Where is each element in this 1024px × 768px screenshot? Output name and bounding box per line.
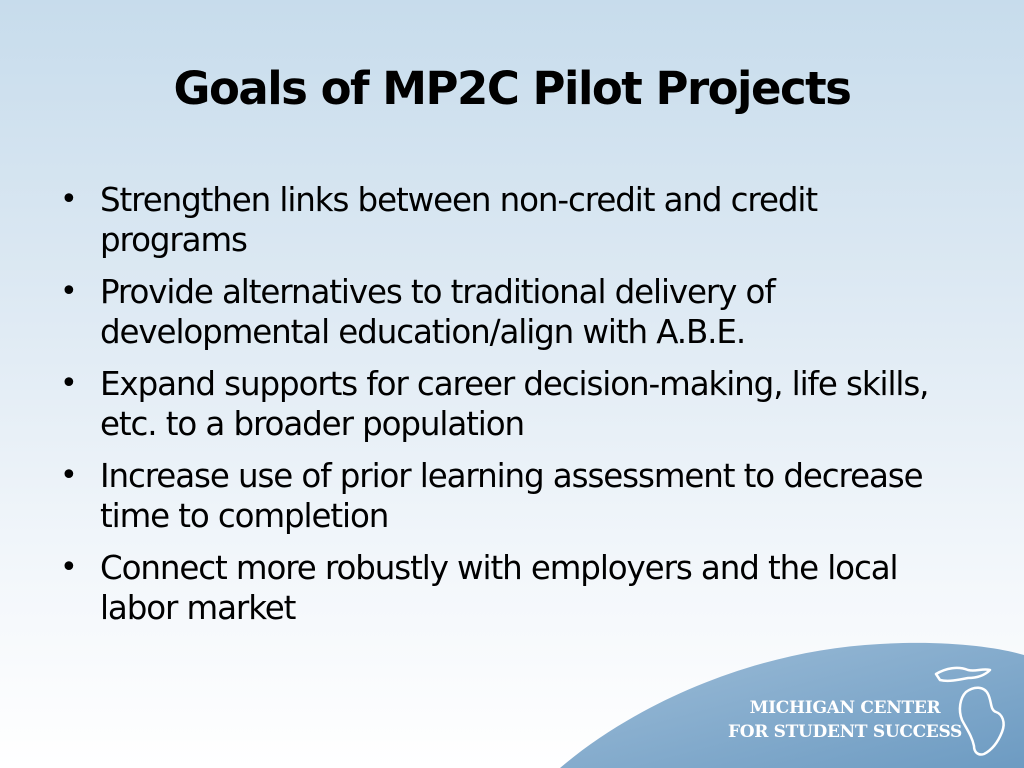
bullet-text: Connect more robustly with employers and the local labor market [100, 549, 898, 627]
bullet-dot-icon: • [60, 182, 77, 217]
organization-logo [720, 660, 1020, 760]
bullet-text: Provide alternatives to traditional delivery of developmental education/align with A.B.E. [100, 273, 775, 351]
bullet-text: Expand supports for career decision-making, life skills, etc. to a broader population [100, 365, 929, 443]
bullet-item [56, 180, 956, 260]
bullet-item [56, 548, 956, 628]
bullet-item [56, 456, 956, 536]
logo-text-line1: MICHIGAN CENTER [749, 698, 941, 718]
bullet-text: Strengthen links between non-credit and credit programs [100, 181, 817, 259]
bullet-list [56, 180, 956, 640]
bullet-dot-icon: • [60, 458, 77, 493]
bullet-item [56, 272, 956, 352]
bullet-dot-icon: • [60, 366, 77, 401]
bullet-dot-icon: • [60, 550, 77, 585]
slide-title: Goals of MP2C Pilot Projects [173, 62, 851, 115]
bullet-text: Increase use of prior learning assessment to decrease time to completion [100, 457, 923, 535]
bullet-dot-icon: • [60, 274, 77, 309]
bullet-item [56, 364, 956, 444]
logo-text-line2: FOR STUDENT SUCCESS [727, 722, 963, 742]
